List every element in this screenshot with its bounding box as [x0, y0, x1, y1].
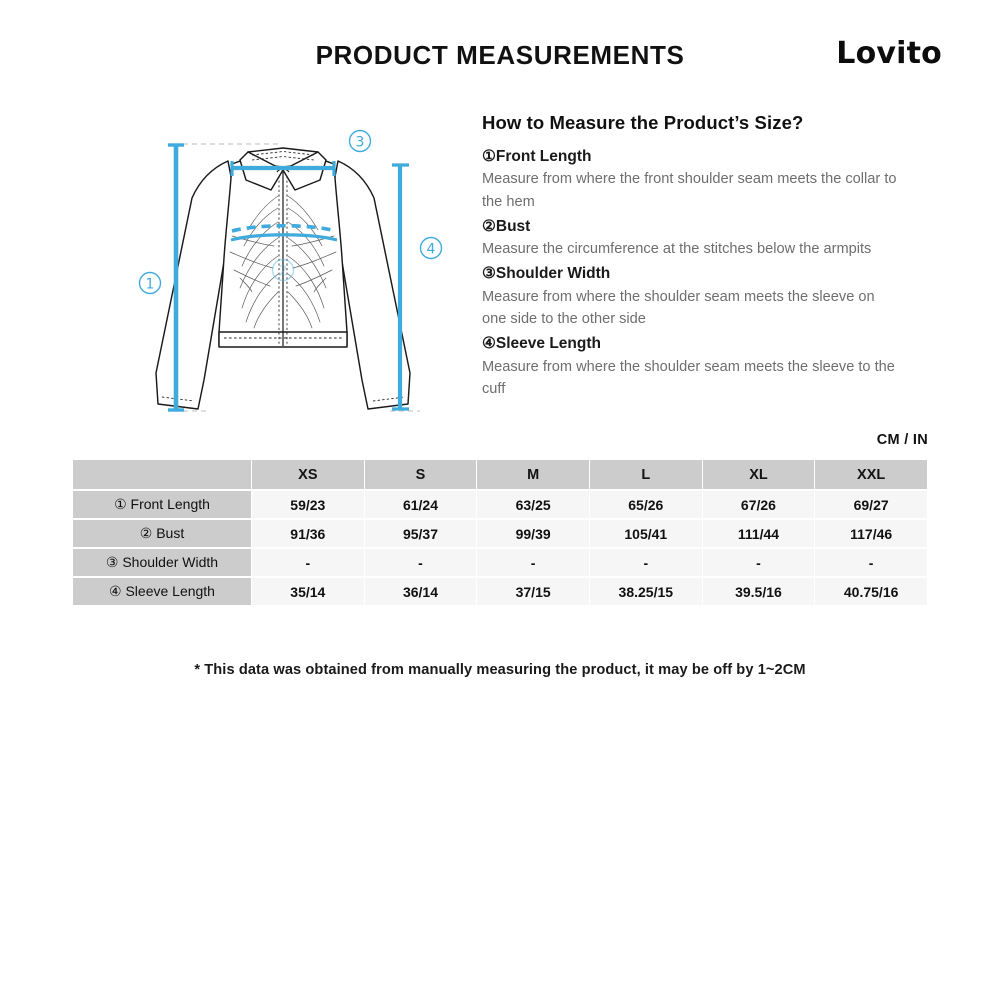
cell-sleeve-length-xs: 35/14: [252, 578, 364, 605]
row-label-shoulder-width: ③ Shoulder Width: [73, 549, 251, 576]
definition-description: Measure from where the front shoulder seam meets the collar to the hem: [482, 171, 897, 211]
row-label-sleeve-length: ④ Sleeve Length: [73, 578, 251, 605]
marker-shoulder-width-badge: [350, 131, 371, 152]
svg-text:1: 1: [145, 276, 155, 293]
table-body: [73, 491, 927, 605]
cell-sleeve-length-s: 36/14: [365, 578, 477, 605]
row-label-bust: ② Bust: [73, 520, 251, 547]
garment-illustration: [128, 118, 468, 433]
cell-bust-m: 99/39: [477, 520, 589, 547]
table-header-row: [73, 460, 927, 489]
column-header-xl: XL: [703, 460, 815, 489]
cell-shoulder-width-xxl: -: [815, 549, 927, 576]
table-corner-cell: [73, 460, 251, 489]
cell-shoulder-width-s: -: [365, 549, 477, 576]
measure-definition-bust: [482, 216, 902, 261]
table-row: [73, 549, 927, 576]
cell-shoulder-width-xl: -: [703, 549, 815, 576]
units-label: CM / IN: [876, 432, 928, 448]
marker-sleeve-length-badge: [421, 238, 442, 259]
definition-description: Measure from where the shoulder seam meets the sleeve on one side to the other side: [482, 288, 875, 328]
cell-front-length-l: 65/26: [590, 491, 702, 518]
cell-sleeve-length-xl: 39.5/16: [703, 578, 815, 605]
cell-bust-s: 95/37: [365, 520, 477, 547]
size-measurement-table: [72, 458, 928, 607]
svg-text:3: 3: [355, 134, 365, 151]
cell-bust-xs: 91/36: [252, 520, 364, 547]
cell-front-length-xxl: 69/27: [815, 491, 927, 518]
table-row: [73, 578, 927, 605]
measure-definition-front-length: [482, 146, 902, 214]
cell-bust-xxl: 117/46: [815, 520, 927, 547]
table-header: [73, 460, 927, 489]
row-label-front-length: ① Front Length: [73, 491, 251, 518]
cell-sleeve-length-m: 37/15: [477, 578, 589, 605]
definition-term: ①Front Length: [482, 148, 592, 165]
column-header-l: L: [590, 460, 702, 489]
page-title: PRODUCT MEASUREMENTS: [315, 40, 685, 70]
cell-front-length-s: 61/24: [365, 491, 477, 518]
column-header-xs: XS: [252, 460, 364, 489]
cell-bust-xl: 111/44: [703, 520, 815, 547]
cell-bust-l: 105/41: [590, 520, 702, 547]
cell-sleeve-length-l: 38.25/15: [590, 578, 702, 605]
definition-description: Measure the circumference at the stitches below the armpits: [482, 241, 872, 258]
definition-description: Measure from where the shoulder seam meets the sleeve to the cuff: [482, 358, 895, 398]
measure-definition-sleeve-length: [482, 333, 902, 401]
cell-front-length-xl: 67/26: [703, 491, 815, 518]
svg-text:2: 2: [278, 263, 288, 280]
definition-term: ④Sleeve Length: [482, 335, 601, 353]
cell-shoulder-width-m: -: [477, 549, 589, 576]
column-header-xxl: XXL: [815, 460, 927, 489]
how-to-measure-heading: How to Measure the Product’s Size?: [482, 112, 804, 133]
cell-sleeve-length-xxl: 40.75/16: [815, 578, 927, 605]
definition-term: ③Shoulder Width: [482, 265, 611, 283]
column-header-s: S: [365, 460, 477, 489]
cell-shoulder-width-l: -: [590, 549, 702, 576]
definition-term: ②Bust: [482, 218, 531, 235]
table-row: [73, 491, 927, 518]
brand-logo: Lovito: [836, 36, 942, 71]
table-row: [73, 520, 927, 547]
svg-text:4: 4: [426, 241, 436, 258]
measure-definition-shoulder-width: [482, 263, 902, 331]
marker-front-length-badge: [140, 273, 161, 294]
how-to-measure-panel: [482, 112, 902, 403]
cell-shoulder-width-xs: -: [252, 549, 364, 576]
page-header: [0, 36, 1000, 88]
measurement-disclaimer: * This data was obtained from manually measuring the product, it may be off by 1~2CM: [194, 662, 806, 678]
column-header-m: M: [477, 460, 589, 489]
cell-front-length-m: 63/25: [477, 491, 589, 518]
cell-front-length-xs: 59/23: [252, 491, 364, 518]
